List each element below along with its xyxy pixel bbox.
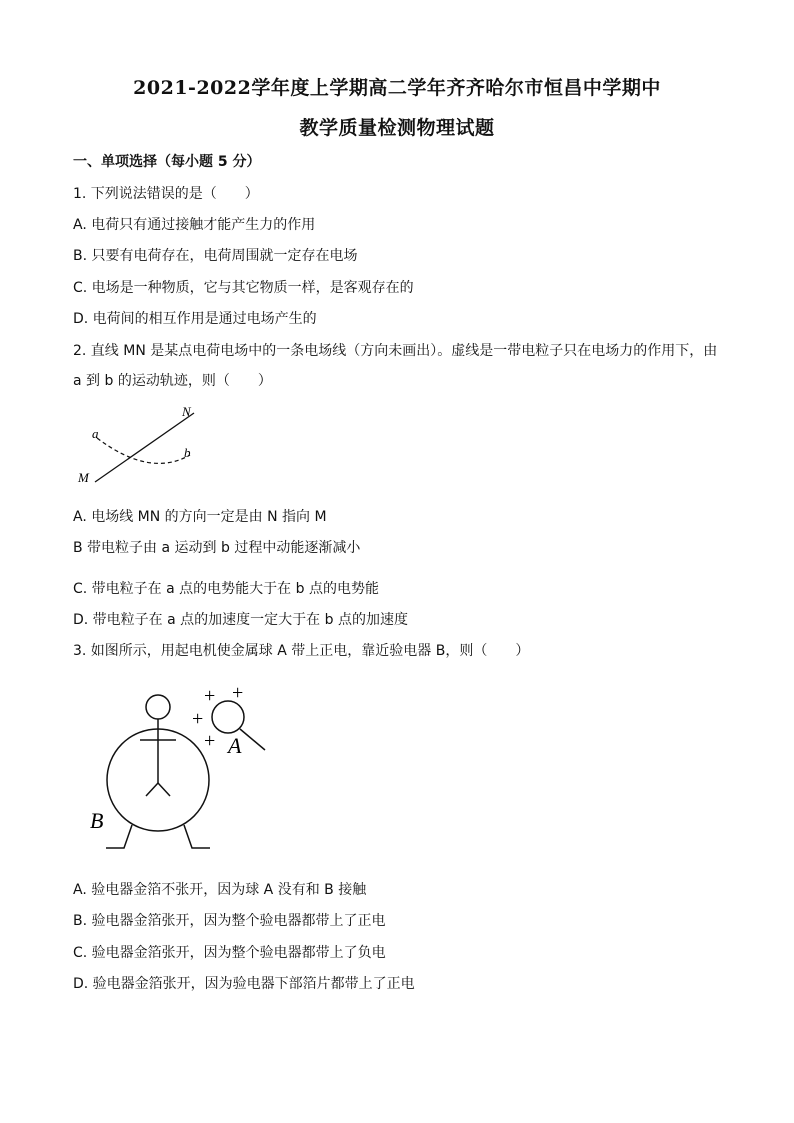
- q1-option-c: C. 电场是一种物质，它与其它物质一样，是客观存在的: [73, 280, 414, 296]
- q3-figure: [82, 680, 282, 855]
- electroscope-knob: [146, 695, 170, 719]
- q3-option-c: C. 验电器金箔张开，因为整个验电器都带上了负电: [73, 945, 386, 961]
- label-a-sphere: A: [228, 733, 242, 758]
- q2-option-d: D. 带电粒子在 a 点的加速度一定大于在 b 点的加速度: [73, 612, 408, 628]
- page-title-line1: 2021-2022学年度上学期高二学年齐齐哈尔市恒昌中学期中: [133, 77, 661, 99]
- q3-option-d: D. 验电器金箔张开，因为验电器下部箔片都带上了正电: [73, 976, 415, 992]
- q3-option-b: B. 验电器金箔张开，因为整个验电器都带上了正电: [73, 913, 386, 929]
- electroscope-leg-right: [184, 825, 210, 848]
- label-m: M: [78, 470, 89, 485]
- page-title-line2: 教学质量检测物理试题: [299, 117, 495, 139]
- sphere-a: [212, 701, 244, 733]
- q1-option-d: D. 电荷间的相互作用是通过电场产生的: [73, 311, 317, 327]
- label-n: N: [182, 404, 191, 419]
- q2-option-a: A. 电场线 MN 的方向一定是由 N 指向 M: [73, 509, 327, 525]
- trajectory-dashed: [97, 438, 190, 463]
- q2-option-c: C. 带电粒子在 a 点的电势能大于在 b 点的电势能: [73, 581, 379, 597]
- q3-option-a: A. 验电器金箔不张开，因为球 A 没有和 B 接触: [73, 882, 367, 898]
- foil-leaf-right: [158, 783, 170, 796]
- label-b-electroscope: B: [90, 808, 104, 833]
- plus-sign: +: [204, 730, 216, 752]
- section-heading: 一、单项选择（每小题 5 分）: [73, 154, 261, 170]
- q1-stem: 1. 下列说法错误的是（ ）: [73, 186, 259, 202]
- electroscope-leg-left: [106, 825, 132, 848]
- q2-figure: [70, 398, 210, 490]
- q2-option-b: B 带电粒子由 a 运动到 b 过程中动能逐渐减小: [73, 540, 361, 556]
- q1-option-a: A. 电荷只有通过接触才能产生力的作用: [73, 217, 316, 233]
- plus-sign: +: [232, 682, 244, 704]
- label-b: b: [184, 445, 191, 460]
- q1-option-b: B. 只要有电荷存在，电荷周围就一定存在电场: [73, 248, 358, 264]
- plus-sign: +: [204, 685, 216, 707]
- q3-stem: 3. 如图所示，用起电机使金属球 A 带上正电，靠近验电器 B，则（ ）: [73, 643, 530, 659]
- q2-stem-line2: a 到 b 的运动轨迹，则（ ）: [73, 373, 272, 389]
- label-a: a: [92, 426, 99, 441]
- q2-stem-line1: 2. 直线 MN 是某点电荷电场中的一条电场线（方向未画出）。虚线是一带电粒子只在电场力的作用下，由: [73, 343, 718, 359]
- foil-leaf-left: [146, 783, 158, 796]
- plus-sign: +: [192, 708, 204, 730]
- sphere-a-handle: [240, 729, 265, 750]
